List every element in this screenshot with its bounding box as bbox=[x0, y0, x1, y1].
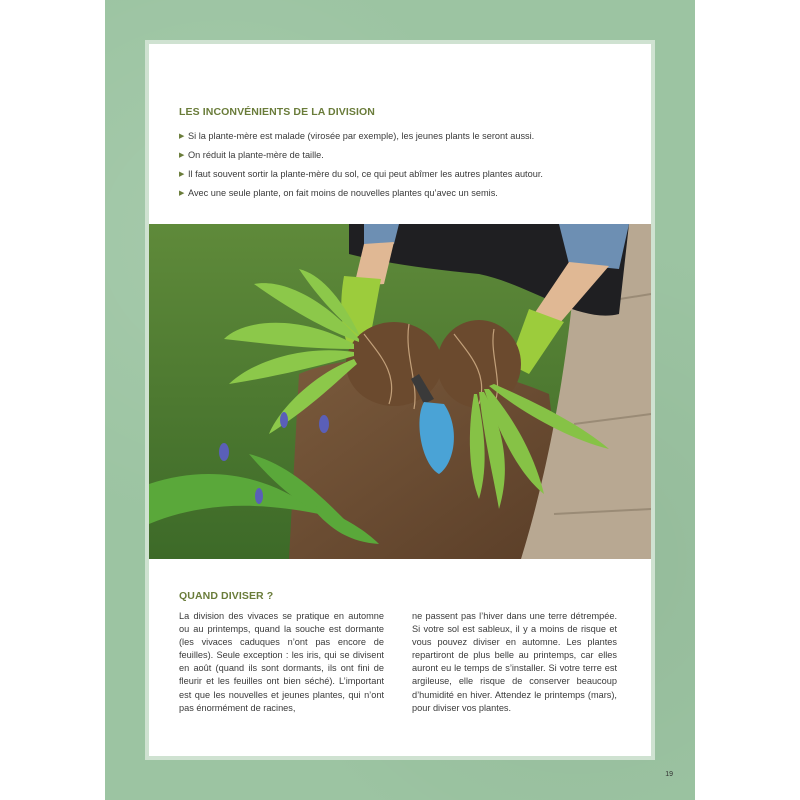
list-item bbox=[179, 168, 559, 181]
list-item-text: Il faut souvent sortir la plante-mère du sol, ce qui peut abîmer les autres plantes autour. bbox=[188, 169, 543, 179]
bullet-arrow-icon: ▶ bbox=[179, 190, 185, 197]
content-panel bbox=[149, 44, 651, 756]
body-column-left: La division des vivaces se pratique en automne ou au printemps, quand la souche est dormante (les vivaces caduques n’ont pas encore de feuilles). Seule exception : les iris, qui se divisent en août (quand ils sont dormants, ils ont fini de fleurir et les feuilles ont bien séché). L’important est que les nouvelles et jeunes plantes, qui n’ont pas énormément de racines, bbox=[179, 611, 384, 713]
list-item-text: Avec une seule plante, on fait moins de nouvelles plantes qu’avec un semis. bbox=[188, 188, 498, 198]
body-column-right: ne passent pas l’hiver dans une terre détrempée. Si votre sol est sableux, il y a moins de risque et vous pouvez diviser en automne. Les plantes repartiront de plus belle au printemps, car elles auront eu le temps de s’installer. Si votre terre est argileuse, elle risque de conserver beaucoup d’humidité en hiver. Attendez le printemps (mars), pour diviser vos plantes. bbox=[412, 611, 617, 713]
bullet-arrow-icon: ▶ bbox=[179, 152, 185, 159]
list-item-text: Si la plante-mère est malade (virosée par exemple), les jeunes plants le seront aussi. bbox=[188, 131, 535, 141]
list-item bbox=[179, 187, 559, 200]
section-title-drawbacks: LES INCONVÉNIENTS DE LA DIVISION bbox=[179, 106, 375, 118]
list-item-text: On réduit la plante-mère de taille. bbox=[188, 150, 324, 160]
book-page bbox=[105, 0, 695, 800]
bullet-arrow-icon: ▶ bbox=[179, 133, 185, 140]
list-item bbox=[179, 130, 559, 143]
section-title-when: QUAND DIVISER ? bbox=[179, 590, 274, 602]
drawbacks-list bbox=[179, 130, 559, 206]
list-item bbox=[179, 149, 559, 162]
garden-photo bbox=[149, 224, 651, 559]
page-number: 19 bbox=[665, 771, 673, 778]
bullet-arrow-icon: ▶ bbox=[179, 171, 185, 178]
